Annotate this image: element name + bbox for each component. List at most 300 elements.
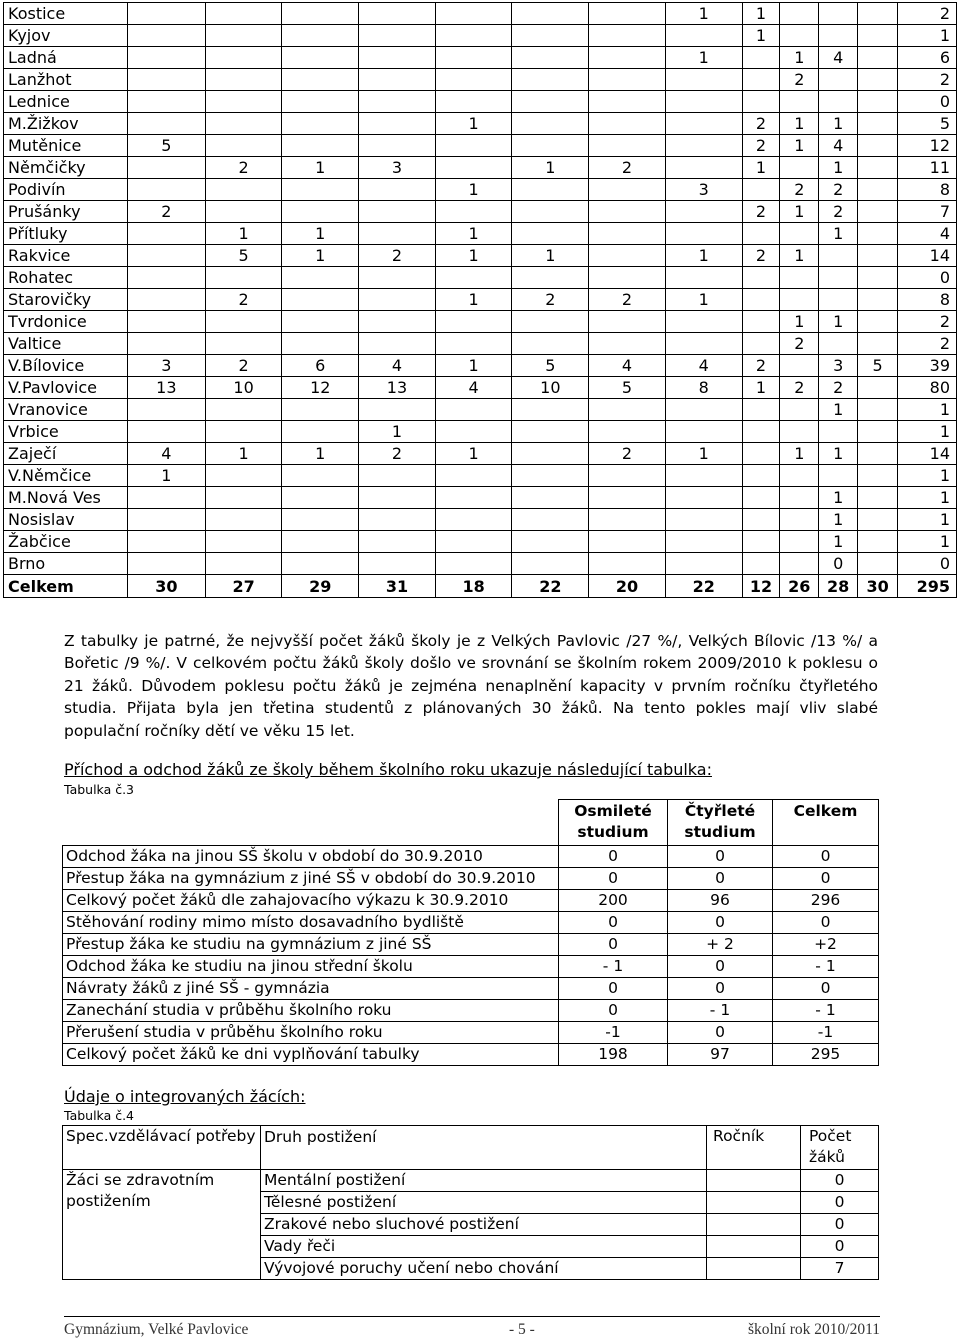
table3-header-row: [63, 800, 879, 846]
count-cell: 1: [512, 157, 589, 179]
table-row: [63, 1000, 879, 1022]
count-cell: [512, 531, 589, 553]
grade-cell: [707, 1236, 801, 1258]
count-cell: [780, 355, 819, 377]
table-row: [4, 135, 957, 157]
count-cell: [819, 267, 858, 289]
group-label-continuation: [63, 1236, 261, 1258]
student-count: 0: [801, 1192, 879, 1214]
table-row: [63, 1022, 879, 1044]
count-cell: [435, 421, 512, 443]
count-cell: [435, 201, 512, 223]
count-cell: [665, 201, 742, 223]
row-total-cell: 14: [898, 245, 957, 267]
count-cell: [665, 91, 742, 113]
count-cell: [127, 3, 205, 25]
count-cell: [819, 333, 858, 355]
count-cell: [589, 267, 666, 289]
count-cell: 1: [127, 465, 205, 487]
count-cell: [858, 69, 898, 91]
count-cell: 1: [282, 245, 359, 267]
count-cell: [742, 531, 780, 553]
count-cell: [205, 531, 282, 553]
movement-value: - 1: [668, 1000, 773, 1022]
disability-type: Vývojové poruchy učení nebo chování: [261, 1258, 707, 1280]
row-total-cell: 1: [898, 421, 957, 443]
count-cell: 2: [359, 443, 436, 465]
movement-label: Přestup žáka ke studiu na gymnázium z jiné SŠ: [63, 934, 559, 956]
count-cell: [282, 91, 359, 113]
disability-type: Mentální postižení: [261, 1170, 707, 1192]
count-cell: [858, 25, 898, 47]
count-cell: [780, 25, 819, 47]
count-cell: [589, 113, 666, 135]
count-cell: 2: [742, 355, 780, 377]
count-cell: [512, 3, 589, 25]
count-cell: [742, 333, 780, 355]
count-cell: 1: [819, 223, 858, 245]
count-cell: [512, 487, 589, 509]
count-cell: [858, 91, 898, 113]
count-cell: [512, 399, 589, 421]
count-cell: [512, 509, 589, 531]
movement-value: 0: [773, 868, 879, 890]
count-cell: [435, 157, 512, 179]
count-cell: [589, 465, 666, 487]
count-cell: [127, 421, 205, 443]
footer-school-name: Gymnázium, Velké Pavlovice: [64, 1321, 249, 1338]
count-cell: [359, 553, 436, 575]
table-row: [4, 421, 957, 443]
movement-label: Odchod žáka ke studiu na jinou střední školu: [63, 956, 559, 978]
student-count: 0: [801, 1170, 879, 1192]
movement-label: Celkový počet žáků ke dni vyplňování tabulky: [63, 1044, 559, 1066]
count-cell: [589, 47, 666, 69]
municipality-name: Kostice: [4, 3, 128, 25]
municipality-name: Vrbice: [4, 421, 128, 443]
count-cell: [359, 201, 436, 223]
count-cell: [127, 179, 205, 201]
count-cell: 2: [780, 179, 819, 201]
count-cell: 1: [282, 223, 359, 245]
count-cell: [589, 531, 666, 553]
count-cell: 5: [205, 245, 282, 267]
count-cell: [435, 553, 512, 575]
table-row: [4, 157, 957, 179]
count-cell: [665, 421, 742, 443]
count-cell: [512, 47, 589, 69]
count-cell: [589, 25, 666, 47]
count-cell: [589, 91, 666, 113]
count-cell: [858, 223, 898, 245]
count-cell: 22: [512, 575, 589, 598]
count-cell: 1: [819, 509, 858, 531]
count-cell: [742, 311, 780, 333]
count-cell: [512, 223, 589, 245]
count-cell: [665, 531, 742, 553]
count-cell: 1: [435, 113, 512, 135]
count-cell: [665, 487, 742, 509]
count-cell: [665, 553, 742, 575]
count-cell: [742, 47, 780, 69]
municipality-name: Valtice: [4, 333, 128, 355]
count-cell: [205, 333, 282, 355]
count-cell: [205, 69, 282, 91]
page-footer: [64, 1321, 880, 1339]
count-cell: [742, 509, 780, 531]
count-cell: [282, 311, 359, 333]
count-cell: [589, 3, 666, 25]
count-cell: [512, 25, 589, 47]
row-total-cell: 2: [898, 333, 957, 355]
count-cell: 2: [742, 245, 780, 267]
table-row: [63, 978, 879, 1000]
movement-value: 0: [773, 846, 879, 868]
count-cell: [205, 465, 282, 487]
count-cell: [665, 69, 742, 91]
count-cell: [127, 311, 205, 333]
count-cell: [858, 421, 898, 443]
count-cell: [127, 91, 205, 113]
table3-header-total: Celkem: [773, 800, 879, 846]
count-cell: 4: [589, 355, 666, 377]
count-cell: 3: [665, 179, 742, 201]
count-cell: [282, 69, 359, 91]
count-cell: [589, 421, 666, 443]
count-cell: [282, 179, 359, 201]
count-cell: [858, 113, 898, 135]
count-cell: [512, 179, 589, 201]
table4-header-needs: Spec.vzdělávací potřeby: [63, 1126, 261, 1170]
count-cell: 4: [665, 355, 742, 377]
table3-header-four-year: Čtyřleté studium: [668, 800, 773, 846]
row-total-cell: 39: [898, 355, 957, 377]
count-cell: 1: [435, 443, 512, 465]
movement-value: 96: [668, 890, 773, 912]
count-cell: 5: [589, 377, 666, 399]
municipality-name: Lednice: [4, 91, 128, 113]
count-cell: 1: [819, 531, 858, 553]
count-cell: 3: [127, 355, 205, 377]
movement-value: 0: [559, 934, 668, 956]
count-cell: [127, 223, 205, 245]
row-total-cell: 7: [898, 201, 957, 223]
table3-header-blank: [63, 800, 559, 846]
movement-value: 0: [559, 912, 668, 934]
movement-value: 97: [668, 1044, 773, 1066]
table4-header-type: Druh postižení: [261, 1126, 707, 1170]
count-cell: 2: [742, 113, 780, 135]
municipality-name: Lanžhot: [4, 69, 128, 91]
count-cell: [205, 399, 282, 421]
row-total-cell: 1: [898, 465, 957, 487]
count-cell: [127, 509, 205, 531]
count-cell: 10: [512, 377, 589, 399]
count-cell: [665, 311, 742, 333]
count-cell: 2: [205, 289, 282, 311]
table-row: [4, 443, 957, 465]
count-cell: [435, 509, 512, 531]
count-cell: [742, 553, 780, 575]
count-cell: [435, 333, 512, 355]
table-row: [4, 47, 957, 69]
municipality-name: V.Pavlovice: [4, 377, 128, 399]
count-cell: 1: [780, 135, 819, 157]
count-cell: 1: [819, 311, 858, 333]
count-cell: 2: [589, 443, 666, 465]
table-row: [63, 912, 879, 934]
count-cell: [282, 201, 359, 223]
count-cell: [742, 267, 780, 289]
table3-header-eight-year: Osmileté studium: [559, 800, 668, 846]
count-cell: 1: [665, 245, 742, 267]
count-cell: [589, 399, 666, 421]
count-cell: [282, 531, 359, 553]
movement-value: 295: [773, 1044, 879, 1066]
count-cell: 1: [742, 3, 780, 25]
grade-cell: [707, 1192, 801, 1214]
group-label: Žáci se zdravotním postižením: [63, 1170, 261, 1214]
table-row: [4, 487, 957, 509]
count-cell: [127, 267, 205, 289]
count-cell: [359, 179, 436, 201]
row-total-cell: 0: [898, 267, 957, 289]
count-cell: [435, 47, 512, 69]
count-cell: [512, 553, 589, 575]
count-cell: 1: [819, 487, 858, 509]
table-row: [63, 1170, 879, 1192]
count-cell: [512, 465, 589, 487]
municipality-name: Mutěnice: [4, 135, 128, 157]
movement-value: 0: [668, 912, 773, 934]
count-cell: 13: [359, 377, 436, 399]
count-cell: 3: [819, 355, 858, 377]
movement-value: -1: [773, 1022, 879, 1044]
count-cell: 12: [742, 575, 780, 598]
count-cell: [127, 487, 205, 509]
count-cell: [742, 421, 780, 443]
count-cell: 1: [205, 223, 282, 245]
count-cell: 2: [512, 289, 589, 311]
count-cell: 20: [589, 575, 666, 598]
table-row: [4, 201, 957, 223]
count-cell: [819, 25, 858, 47]
count-cell: [359, 531, 436, 553]
movement-value: 0: [773, 978, 879, 1000]
count-cell: 10: [205, 377, 282, 399]
section4-heading: Údaje o integrovaných žácích:: [64, 1087, 306, 1106]
count-cell: [665, 157, 742, 179]
count-cell: 1: [435, 245, 512, 267]
movement-value: 296: [773, 890, 879, 912]
section3-heading: Příchod a odchod žáků ze školy během školního roku ukazuje následující tabulka:: [64, 760, 712, 779]
count-cell: [435, 399, 512, 421]
row-total-cell: 1: [898, 399, 957, 421]
count-cell: [127, 47, 205, 69]
movement-value: 0: [559, 868, 668, 890]
count-cell: 2: [780, 333, 819, 355]
count-cell: 2: [589, 157, 666, 179]
count-cell: [589, 69, 666, 91]
row-total-cell: 0: [898, 91, 957, 113]
count-cell: [589, 553, 666, 575]
row-total-cell: 5: [898, 113, 957, 135]
count-cell: 28: [819, 575, 858, 598]
movement-value: +2: [773, 934, 879, 956]
count-cell: 1: [819, 113, 858, 135]
count-cell: [512, 443, 589, 465]
movement-value: + 2: [668, 934, 773, 956]
count-cell: 1: [819, 399, 858, 421]
count-cell: 4: [819, 135, 858, 157]
table4-header-grade: Ročník: [707, 1126, 801, 1170]
movement-value: 0: [668, 1022, 773, 1044]
count-cell: [589, 333, 666, 355]
count-cell: [858, 377, 898, 399]
row-total-cell: 4: [898, 223, 957, 245]
table4-header-row: [63, 1126, 879, 1170]
movement-label: Přestup žáka na gymnázium z jiné SŠ v období do 30.9.2010: [63, 868, 559, 890]
count-cell: [282, 135, 359, 157]
table-row: [63, 890, 879, 912]
count-cell: [665, 223, 742, 245]
count-cell: 12: [282, 377, 359, 399]
count-cell: 6: [282, 355, 359, 377]
count-cell: [780, 91, 819, 113]
count-cell: [858, 487, 898, 509]
count-cell: [359, 333, 436, 355]
municipality-name: V.Bílovice: [4, 355, 128, 377]
count-cell: [205, 311, 282, 333]
table-row: [63, 868, 879, 890]
count-cell: [435, 91, 512, 113]
municipality-name: Přítluky: [4, 223, 128, 245]
row-total-cell: 11: [898, 157, 957, 179]
movement-value: 0: [668, 846, 773, 868]
count-cell: [282, 47, 359, 69]
count-cell: [858, 333, 898, 355]
student-movement-table: [62, 799, 879, 1066]
count-cell: 1: [435, 179, 512, 201]
count-cell: [282, 3, 359, 25]
table-row: [4, 355, 957, 377]
count-cell: [359, 289, 436, 311]
row-total-cell: 2: [898, 311, 957, 333]
count-cell: [282, 509, 359, 531]
count-cell: [665, 399, 742, 421]
movement-value: - 1: [773, 1000, 879, 1022]
count-cell: [780, 465, 819, 487]
count-cell: [819, 421, 858, 443]
count-cell: [589, 509, 666, 531]
count-cell: 2: [205, 355, 282, 377]
table-row: [4, 465, 957, 487]
municipality-name: Starovičky: [4, 289, 128, 311]
count-cell: [127, 157, 205, 179]
count-cell: 2: [819, 377, 858, 399]
row-total-cell: 8: [898, 289, 957, 311]
count-cell: 27: [205, 575, 282, 598]
count-cell: 18: [435, 575, 512, 598]
count-cell: [589, 135, 666, 157]
count-cell: [665, 113, 742, 135]
municipality-name: Zaječí: [4, 443, 128, 465]
student-count: 0: [801, 1214, 879, 1236]
count-cell: 2: [780, 377, 819, 399]
count-cell: [858, 201, 898, 223]
count-cell: 1: [282, 157, 359, 179]
movement-label: Stěhování rodiny mimo místo dosavadního bydliště: [63, 912, 559, 934]
count-cell: [282, 399, 359, 421]
movement-value: 0: [559, 846, 668, 868]
count-cell: 5: [858, 355, 898, 377]
municipality-name: Němčičky: [4, 157, 128, 179]
count-cell: 2: [819, 201, 858, 223]
count-cell: [742, 91, 780, 113]
count-cell: 2: [205, 157, 282, 179]
table-row: [4, 179, 957, 201]
count-cell: [819, 245, 858, 267]
table-row: [4, 223, 957, 245]
count-cell: 1: [780, 47, 819, 69]
count-cell: 5: [127, 135, 205, 157]
count-cell: 4: [435, 377, 512, 399]
municipality-name: Kyjov: [4, 25, 128, 47]
movement-label: Odchod žáka na jinou SŠ školu v období do 30.9.2010: [63, 846, 559, 868]
table-row: [4, 113, 957, 135]
count-cell: 29: [282, 575, 359, 598]
count-cell: [780, 289, 819, 311]
count-cell: [359, 399, 436, 421]
table-row: [4, 91, 957, 113]
count-cell: [665, 25, 742, 47]
row-total-cell: 8: [898, 179, 957, 201]
count-cell: [512, 91, 589, 113]
count-cell: [205, 47, 282, 69]
table-row: [63, 934, 879, 956]
municipality-name: Podivín: [4, 179, 128, 201]
movement-value: 0: [559, 978, 668, 1000]
municipality-name: Celkem: [4, 575, 128, 598]
count-cell: 1: [819, 157, 858, 179]
count-cell: [665, 465, 742, 487]
count-cell: [780, 531, 819, 553]
row-total-cell: 1: [898, 509, 957, 531]
count-cell: [359, 25, 436, 47]
count-cell: [858, 311, 898, 333]
count-cell: [435, 487, 512, 509]
count-cell: 4: [819, 47, 858, 69]
count-cell: 30: [127, 575, 205, 598]
count-cell: [435, 465, 512, 487]
municipality-name: Ladná: [4, 47, 128, 69]
count-cell: [359, 509, 436, 531]
count-cell: [435, 267, 512, 289]
count-cell: [742, 487, 780, 509]
count-cell: [819, 289, 858, 311]
count-cell: [512, 421, 589, 443]
count-cell: 1: [742, 25, 780, 47]
movement-value: 200: [559, 890, 668, 912]
movement-value: 198: [559, 1044, 668, 1066]
municipality-name: Rohatec: [4, 267, 128, 289]
table-row: [4, 267, 957, 289]
municipality-name: M.Žižkov: [4, 113, 128, 135]
count-cell: [359, 311, 436, 333]
count-cell: 2: [780, 69, 819, 91]
count-cell: [127, 553, 205, 575]
count-cell: [435, 311, 512, 333]
